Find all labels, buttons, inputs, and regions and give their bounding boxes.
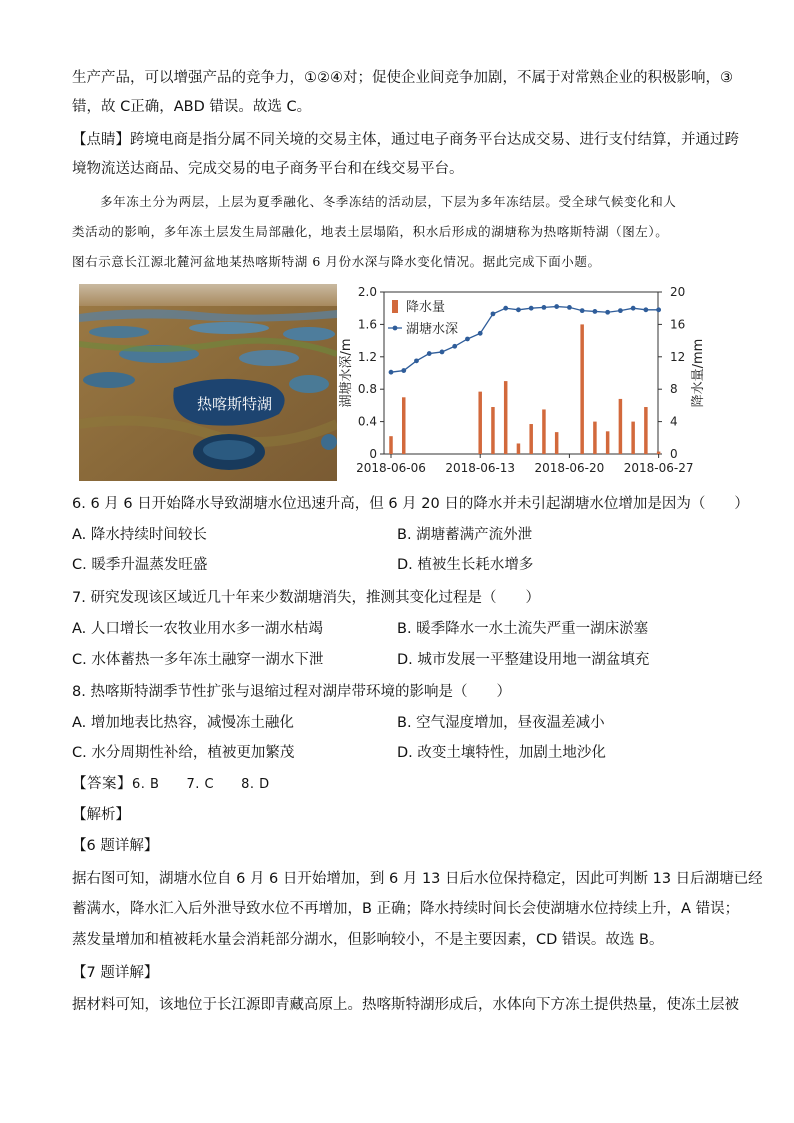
q6-option-d: D. 植被生长耗水增多	[397, 557, 534, 573]
depth-point	[427, 351, 432, 356]
q7-option-a: A. 人口增长一农牧业用水多一湖水枯竭	[72, 621, 323, 637]
q6-option-c: C. 暖季升温蒸发旺盛	[72, 557, 208, 573]
legend-bar-swatch	[392, 300, 398, 313]
y-tick-label: 0	[369, 447, 377, 461]
depth-point	[465, 337, 470, 342]
q7-option-b: B. 暖季降水一水土流失严重一湖床淤塞	[397, 621, 649, 637]
depth-point	[529, 306, 534, 311]
q8-option-b: B. 空气湿度增加，昼夜温差减小	[397, 715, 605, 731]
legend-precip-label: 降水量	[406, 300, 446, 315]
x-tick-label: 2018-06-13	[445, 461, 516, 475]
intro-line-1: 生产产品，可以增强产品的竞争力，①②④对；促使企业间竞争加剧，不属于对常熟企业的积极影响，③	[72, 70, 733, 86]
depth-point	[452, 344, 457, 349]
depth-point	[605, 310, 610, 315]
precipitation-bar	[555, 432, 559, 454]
precipitation-bar	[504, 381, 508, 454]
x-tick-label: 2018-06-27	[623, 461, 694, 475]
y-tick-label: 1.6	[357, 317, 377, 332]
detail7-label: 【7 题详解】	[72, 965, 159, 981]
point-text: 跨境电商是指分属不同关境的交易主体，通过电子商务平台达成交易、进行支付结算，并通过跨	[130, 132, 739, 148]
answer-text: 6. B 7. C 8. D	[132, 777, 270, 792]
legend-depth-label: 湖塘水深	[406, 322, 459, 337]
depth-point	[618, 308, 623, 313]
precipitation-bar	[606, 431, 610, 454]
q7-option-d: D. 城市发展一平整建设用地一湖盆填充	[397, 652, 650, 668]
detail6-line-2: 蓄满水，降水汇入后外泄导致水位不再增加，B 正确；降水持续时间长会使湖塘水位持续上升，A 错误；	[72, 901, 740, 917]
y2-tick-label: 4	[670, 414, 678, 429]
material-line-3: 图右示意长江源北麓河盆地某热喀斯特湖 6 月份水深与降水变化情况。据此完成下面小题。	[72, 254, 601, 269]
thermokarst-lake-photo	[79, 284, 337, 481]
depth-point	[554, 304, 559, 309]
depth-point	[491, 311, 496, 316]
precipitation-bar	[542, 409, 546, 454]
y2-tick-label: 20	[670, 285, 686, 299]
depth-point	[516, 307, 521, 312]
depth-point	[440, 350, 445, 355]
depth-point	[580, 308, 585, 313]
q7-stem: 7. 研究发现该区域近几十年来少数湖塘消失，推测其变化过程是（ ）	[72, 590, 540, 606]
water-depth-precipitation-chart	[336, 282, 716, 482]
precipitation-bar	[491, 407, 495, 454]
precipitation-bar	[580, 324, 584, 454]
legend-line-marker	[393, 326, 398, 331]
depth-point	[542, 305, 547, 310]
y-tick-label: 0.4	[357, 414, 377, 429]
detail6-label: 【6 题详解】	[72, 838, 159, 854]
depth-point	[401, 368, 406, 373]
precipitation-bar	[529, 424, 533, 454]
q8-option-d: D. 改变土壤特性，加剧土地沙化	[397, 745, 606, 761]
precipitation-bar	[593, 422, 597, 454]
depth-point	[389, 370, 394, 375]
q6-stem: 6. 6 月 6 日开始降水导致湖塘水位迅速升高，但 6 月 20 日的降水并未引起湖塘水位增加是因为（ ）	[72, 496, 749, 512]
detail6-line-1: 据右图可知，湖塘水位自 6 月 6 日开始增加，到 6 月 13 日后水位保持稳定，因此可判断 13 日后湖塘已经	[72, 871, 763, 887]
y2-tick-label: 12	[670, 349, 686, 364]
analysis-label: 【解析】	[72, 807, 130, 823]
depth-point	[503, 306, 508, 311]
y-tick-label: 1.2	[357, 349, 377, 364]
depth-point	[478, 331, 483, 336]
material-line-1: 多年冻土分为两层，上层为夏季融化、冬季冻结的活动层，下层为多年冻结层。受全球气候变化和人	[100, 194, 677, 209]
detail6-line-3: 蒸发量增加和植被耗水量会消耗部分湖水，但影响较小，不是主要因素，CD 错误。故选 B。	[72, 932, 664, 948]
precipitation-bars	[389, 324, 660, 454]
depth-line-path	[391, 307, 659, 373]
q6-option-a: A. 降水持续时间较长	[72, 527, 207, 543]
precipitation-bar	[657, 452, 661, 454]
precipitation-bar	[619, 399, 623, 454]
y2-tick-label: 8	[670, 382, 678, 397]
q8-stem: 8. 热喀斯特湖季节性扩张与退缩过程对湖岸带环境的影响是（ ）	[72, 684, 511, 700]
plot-frame	[384, 292, 658, 454]
intro-line-2: 错，故 C正确，ABD 错误。故选 C。	[72, 99, 312, 115]
depth-point	[414, 358, 419, 363]
point-line-2: 境物流送达商品、完成交易的电子商务平台和在线交易平台。	[72, 161, 464, 177]
precipitation-bar	[478, 392, 482, 454]
y2-tick-label: 0	[670, 447, 678, 461]
y-tick-label: 0.8	[357, 382, 377, 397]
chart-svg	[336, 282, 716, 482]
depth-point	[593, 309, 598, 314]
material-line-2: 类活动的影响，多年冻土层发生局部融化，地表土层塌陷，积水后形成的湖塘称为热喀斯特湖（图左）。	[72, 224, 669, 239]
y2-axis-label: 降水量/mm	[691, 338, 706, 408]
precipitation-bar	[402, 397, 406, 454]
x-tick-label: 2018-06-06	[356, 461, 426, 475]
depth-point	[643, 307, 648, 312]
x-tick-label: 2018-06-20	[534, 461, 605, 475]
y2-tick-label: 16	[670, 317, 686, 332]
answer-label: 【答案】	[72, 776, 132, 792]
y-axis-label: 湖塘水深/m	[339, 338, 354, 408]
y-tick-label: 2.0	[357, 285, 377, 299]
depth-point	[631, 306, 636, 311]
precipitation-bar	[631, 422, 635, 454]
precipitation-bar	[644, 407, 648, 454]
q8-option-a: A. 增加地表比热容，减慢冻土融化	[72, 715, 294, 731]
precipitation-bar	[389, 436, 393, 454]
point-label: 【点睛】	[72, 132, 130, 148]
q7-option-c: C. 水体蓄热一多年冻土融穿一湖水下泄	[72, 652, 324, 668]
detail7-line-1: 据材料可知，该地位于长江源即青藏高原上。热喀斯特湖形成后，水体向下方冻土提供热量，使冻土层被	[72, 997, 739, 1013]
depth-point	[567, 305, 572, 310]
q8-option-c: C. 水分周期性补给，植被更加繁茂	[72, 745, 295, 761]
depth-point	[656, 307, 661, 312]
answer-line	[72, 774, 738, 795]
lake-label: 热喀斯特湖	[197, 395, 273, 413]
precipitation-bar	[517, 443, 521, 454]
point-line-1	[72, 130, 738, 150]
chart-labels	[338, 285, 706, 475]
q6-option-b: B. 湖塘蓄满产流外泄	[397, 527, 533, 543]
